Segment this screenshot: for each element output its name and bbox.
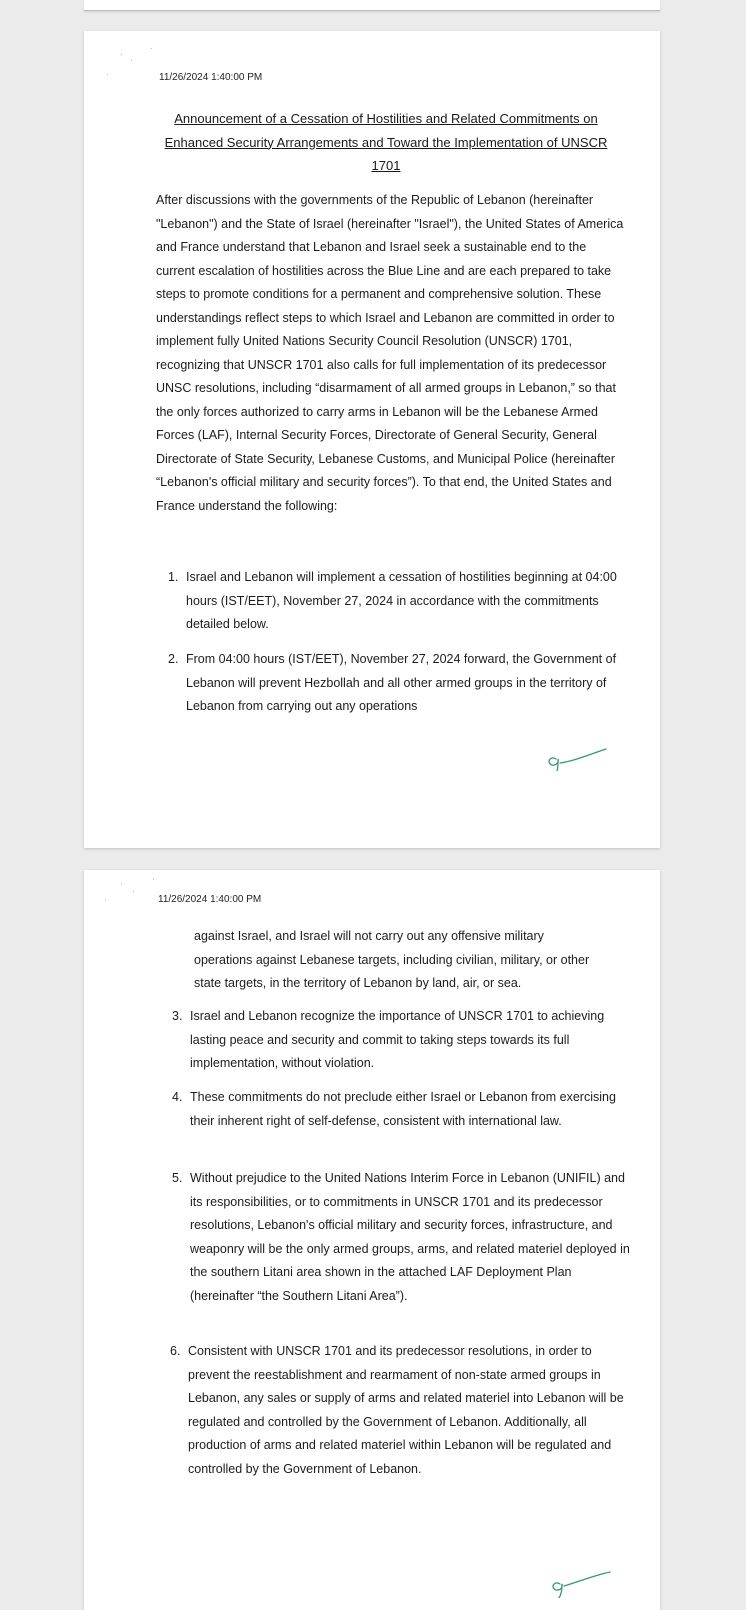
scan-speck: ·: [120, 879, 123, 888]
item-text: Israel and Lebanon recognize the importance of UNSCR 1701 to achieving lasting peace and security and commit to taking steps towards its full implementation, without violation.: [190, 1009, 605, 1070]
item-text: Without prejudice to the United Nations Interim Force in Lebanon (UNIFIL) and its responsibilities, or to commitments in UNSCR 1701 and its predecessor resolutions, Lebanon's official military and security forces, infrastructure, and weaponry will be the only armed groups, arms, and related materiel deployed in the southern Litani area shown in the attached LAF Deployment Plan (hereinafter “the Southern Litani Area”).: [190, 1171, 630, 1303]
item-number: 4.: [172, 1090, 183, 1104]
scan-speck: ·: [106, 70, 109, 79]
numbered-item: [170, 1340, 628, 1481]
item-number: 1.: [168, 570, 179, 584]
item-number: 2.: [168, 652, 179, 666]
item-text: These commitments do not preclude either Israel or Lebanon from exercising their inherent right of self-defense, consistent with international law.: [190, 1090, 616, 1128]
numbered-item: [172, 1167, 630, 1308]
numbered-item: [168, 648, 626, 719]
previous-page-edge: [84, 0, 660, 11]
item-text: From 04:00 hours (IST/EET), November 27, 2024 forward, the Government of Lebanon will prevent Hezbollah and all other armed groups in the territory of Lebanon from carrying out any operations: [186, 652, 617, 713]
document-timestamp: 11/26/2024 1:40:00 PM: [158, 894, 262, 905]
item-text: Israel and Lebanon will implement a cessation of hostilities beginning at 04:00 hours (IST/EET), November 27, 2024 in accordance with the commitments detailed below.: [186, 570, 617, 631]
scan-speck: ·: [152, 875, 155, 884]
scan-speck: ·: [150, 44, 153, 53]
item-number: 5.: [172, 1171, 183, 1185]
item-number: 6.: [170, 1344, 181, 1358]
document-page-1: [84, 31, 660, 848]
intro-paragraph: After discussions with the governments of the Republic of Lebanon (hereinafter "Lebanon") and the State of Israel (hereinafter "Israel"), the United States of America and France understand that Lebanon and Israel seek a sustainable end to the current escalation of hostilities across the Blue Line and are each prepared to take steps to promote conditions for a permanent and comprehensive solution. These understandings reflect steps to which Israel and Lebanon are committed in order to implement fully United Nations Security Council Resolution (UNSCR) 1701, recognizing that UNSCR 1701 also calls for full implementation of its predecessor UNSC resolutions, including “disarmament of all armed groups in Lebanon,” so that the only forces authorized to carry arms in Lebanon will be the Lebanese Armed Forces (LAF), Internal Security Forces, Directorate of General Security, General Directorate of State Security, Lebanese Customs, and Municipal Police (hereinafter “Lebanon's official military and security forces”). To that end, the United States and France understand the following:: [156, 193, 624, 513]
scan-speck: ·: [104, 895, 107, 904]
document-title: Announcement of a Cessation of Hostilities and Related Commitments on Enhanced Security Arrangements and Toward the Implementation of UNSCR 1701: [164, 111, 608, 173]
scan-speck: ·: [130, 56, 133, 65]
numbered-item: [168, 566, 626, 637]
handwritten-initials: [540, 741, 610, 771]
scan-speck: ·: [132, 887, 135, 896]
item-continuation: against Israel, and Israel will not carry out any offensive military operations against Lebanese targets, including civilian, military, or other state targets, in the territory of Lebanon by land, air, or sea.: [194, 929, 590, 990]
scan-speck: ·: [120, 50, 123, 59]
item-text: Consistent with UNSCR 1701 and its predecessor resolutions, in order to prevent the reestablishment and rearmament of non-state armed groups in Lebanon, any sales or supply of arms and related materiel into Lebanon will be regulated and controlled by the Government of Lebanon. Additionally, all production of arms and related materiel within Lebanon will be regulated and controlled by the Government of Lebanon.: [188, 1344, 624, 1476]
numbered-item: [172, 1005, 630, 1076]
document-timestamp: 11/26/2024 1:40:00 PM: [159, 72, 263, 83]
numbered-item: [172, 1086, 630, 1133]
handwritten-initials: [544, 1568, 614, 1598]
document-page-2: [84, 870, 660, 1610]
item-number: 3.: [172, 1009, 183, 1023]
